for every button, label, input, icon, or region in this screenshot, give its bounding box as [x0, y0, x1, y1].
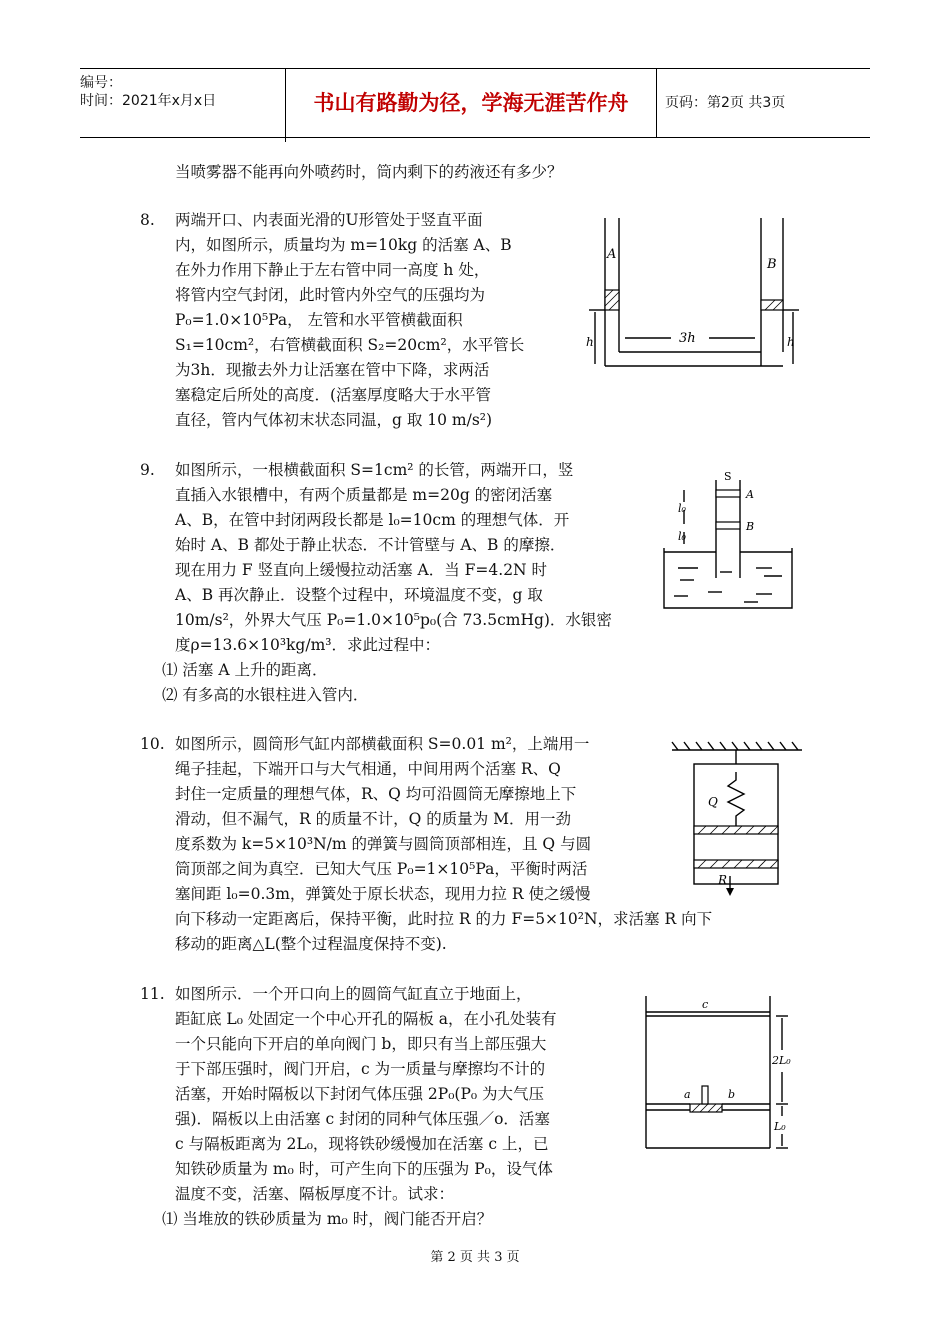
problem-9-sub-1: ⑴ 活塞 A 上升的距离． [162, 661, 328, 679]
label-b: B [746, 520, 755, 533]
problem-8-text [175, 208, 575, 433]
text-line: S₁=10cm²，右管横截面积 S₂=20cm²，水平管长 [175, 336, 525, 354]
label-a: A [607, 247, 617, 262]
text-line: 在外力作用下静止于左右管中同一高度 h 处， [175, 261, 490, 279]
header-meta [80, 69, 286, 142]
text-line: 10m/s²，外界大气压 P₀=1.0×10⁵p₀(合 73.5cmHg)．水银密 [175, 611, 612, 629]
text-line: 活塞，开始时隔板以下封闭气体压强 2P₀(P₀ 为大气压 [175, 1085, 545, 1103]
text-line: 向下移动一定距离后，保持平衡，此时拉 R 的力 F=5×10²N，求活塞 R 向下 [175, 910, 713, 928]
text-line: 于下部压强时，阀门开启，c 为一质量与摩擦均不计的 [175, 1060, 546, 1078]
piston-b [716, 522, 740, 529]
label-l0-bottom: l₀ [678, 530, 686, 543]
text-line: 始时 A、B 都处于静止状态．不计管壁与 A、B 的摩擦． [175, 536, 566, 554]
label-a: A [746, 488, 754, 501]
text-line: 一个只能向下开启的单向阀门 b，即只有当上部压强大 [175, 1035, 547, 1053]
text-line: A、B，在管中封闭两段长都是 l₀=10cm 的理想气体．开 [175, 511, 570, 529]
problem-11-number: 11. [140, 985, 165, 1003]
text-line: 为3h．现撤去外力让活塞在管中下降，求两活 [175, 361, 490, 379]
valve-stem [702, 1086, 708, 1104]
label-h-left: h [586, 335, 594, 349]
label-b: B [767, 257, 777, 272]
text-line: 如图所示，圆筒形气缸内部横截面积 S=0.01 m²，上端用一 [175, 735, 590, 753]
cylinder-spring-figure [668, 740, 808, 900]
label-3h: 3h [679, 331, 696, 346]
text-line: 绳子挂起，下端开口与大气相通，中间用两个活塞 R、Q [175, 760, 561, 778]
text-line: 温度不变，活塞、隔板厚度不计。试求： [175, 1185, 455, 1203]
text-line: 将管内空气封闭，此时管内外空气的压强均为 [175, 286, 486, 304]
page-footer: 第 2 页 共 3 页 [430, 1250, 520, 1265]
label-h-right: h [787, 335, 795, 349]
problem-9-number: 9. [140, 461, 155, 479]
label-q: Q [708, 795, 718, 809]
cylinder-valve-figure [640, 990, 800, 1150]
text-line: 筒顶部之间为真空．已知大气压 P₀=1×10⁵Pa，平衡时两活 [175, 860, 588, 878]
text-line: c 与隔板距离为 2L₀，现将铁砂缓慢加在活塞 c 上，已 [175, 1135, 549, 1153]
text-line: 知铁砂质量为 m₀ 时，可产生向下的压强为 P₀，设气体 [175, 1160, 553, 1178]
header-motto: 书山有路勤为径，学海无涯苦作舟 [286, 69, 657, 137]
text-line: 如图所示，一根横截面积 S=1cm² 的长管，两端开口，竖 [175, 461, 574, 479]
page-header [80, 68, 870, 138]
intro-line: 当喷雾器不能再向外喷药时，筒内剩下的药液还有多少？ [175, 163, 563, 181]
piston-a [716, 490, 740, 497]
text-line: 度ρ=13.6×10³kg/m³．求此过程中： [175, 636, 440, 654]
piston-r [694, 860, 778, 868]
text-line: A、B 再次静止．设整个过程中，环境温度不变，g 取 [175, 586, 543, 604]
text-line: 距缸底 L₀ 处固定一个中心开孔的隔板 a，在小孔处装有 [175, 1010, 557, 1028]
text-line: 直径，管内气体初末状态同温，g 取 10 m/s²) [175, 411, 493, 429]
text-line: 内，如图所示，质量均为 m=10kg 的活塞 A、B [175, 236, 512, 254]
text-line: 现在用力 F 竖直向上缓慢拉动活塞 A．当 F=4.2N 时 [175, 561, 548, 579]
text-line: 两端开口、内表面光滑的U形管处于竖直平面 [175, 211, 483, 229]
text-line: 塞稳定后所处的高度．(活塞厚度略大于水平管 [175, 386, 492, 404]
text-line: 直插入水银槽中，有两个质量都是 m=20g 的密闭活塞 [175, 486, 553, 504]
piston-b [761, 300, 783, 310]
label-c: c [702, 998, 709, 1011]
problem-8-number: 8. [140, 211, 155, 229]
label-a: a [684, 1088, 691, 1101]
header-number: 编号： [80, 75, 122, 91]
label-s: S [724, 470, 732, 483]
problem-11-text [175, 982, 645, 1207]
problem-10-number: 10. [140, 735, 165, 753]
header-page: 页码：第2页 共3页 [665, 95, 786, 111]
text-line: P₀=1.0×10⁵Pa， 左管和水平管横截面积 [175, 311, 463, 329]
label-l0-top: l₀ [678, 502, 686, 515]
piston-q [694, 826, 778, 834]
text-line: 滑动，但不漏气，R 的质量不计，Q 的质量为 M．用一劲 [175, 810, 572, 828]
problem-11-sub-1: ⑴ 当堆放的铁砂质量为 m₀ 时，阀门能否开启？ [162, 1210, 493, 1228]
text-line: 如图所示．一个开口向上的圆筒气缸直立于地面上， [175, 985, 532, 1003]
text-line: 封住一定质量的理想气体，R、Q 均可沿圆筒无摩擦地上下 [175, 785, 577, 803]
mercury-tube-figure [660, 468, 800, 618]
label-r: R [718, 873, 728, 887]
label-b: b [728, 1088, 736, 1101]
problem-9-text [175, 458, 655, 658]
text-line: 强)．隔板以上由活塞 c 封闭的同种气体压强／o．活塞 [175, 1110, 550, 1128]
header-date: 时间：2021年x月x日 [80, 93, 217, 109]
label-2l0: 2L₀ [772, 1054, 791, 1067]
problem-9-sub-2: ⑵ 有多高的水银柱进入管内． [162, 686, 369, 704]
text-line: 移动的距离△L(整个过程温度保持不变). [175, 935, 447, 953]
text-line: 度系数为 k=5×10³N/m 的弹簧与圆筒顶部相连，且 Q 与圆 [175, 835, 592, 853]
text-line: 塞间距 l₀=0.3m，弹簧处于原长状态，现用力拉 R 使之缓慢 [175, 885, 591, 903]
u-tube-figure [585, 218, 805, 378]
label-l0: L₀ [774, 1120, 786, 1133]
